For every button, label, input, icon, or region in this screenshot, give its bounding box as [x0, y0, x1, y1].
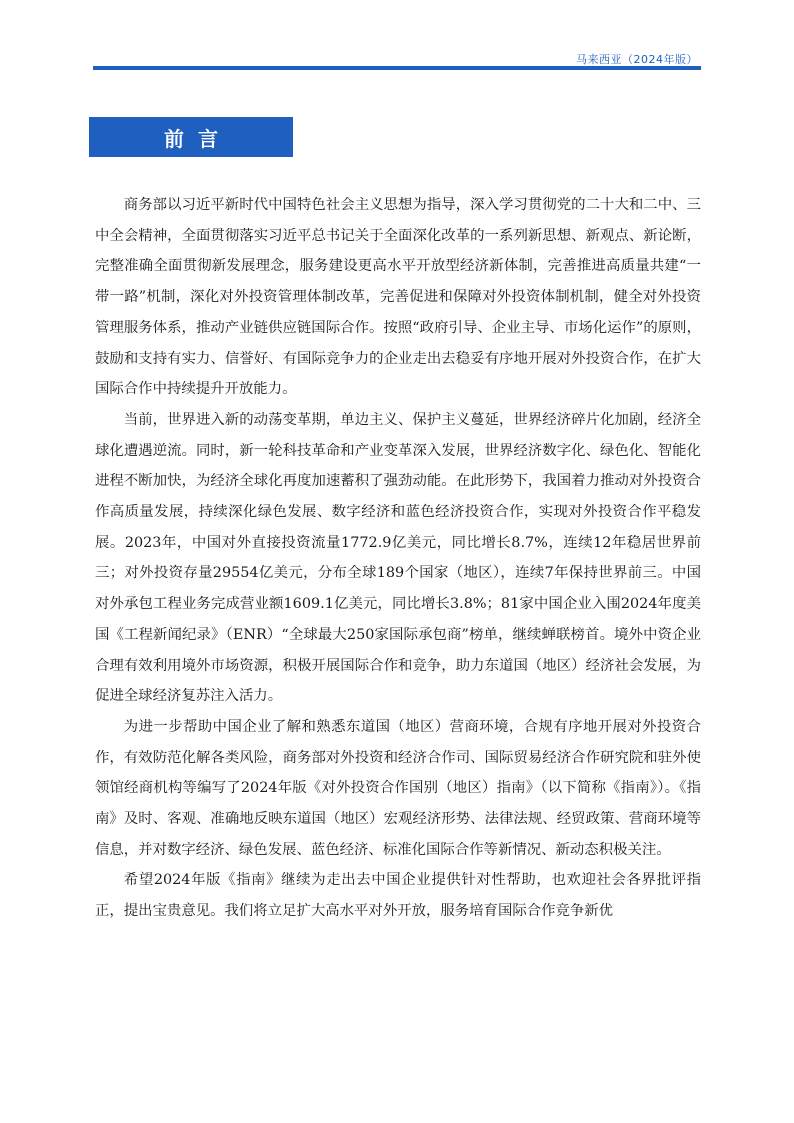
- running-header: 马来西亚（2024年版）: [576, 53, 698, 66]
- paragraph: 当前，世界进入新的动荡变革期，单边主义、保护主义蔓延，世界经济碎片化加剧，经济全球化遭遇逆流。同时，新一轮科技革命和产业变革深入发展，世界经济数字化、绿色化、智能化进程不断加快，为经济全球化再度加速蓄积了强劲动能。在此形势下，我国着力推动对外投资合作高质量发展，持续深化绿色发展、数字经济和蓝色经济投资合作，实现对外投资合作平稳发展。2023年，中国对外直接投资流量1772.9亿美元，同比增长8.7%，连续12年稳居世界前三；对外投资存量29554亿美元，分布全球189个国家（地区），连续7年保持世界前三。中国对外承包工程业务完成营业额1609.1亿美元，同比增长3.8%；81家中国企业入围2024年度美国《工程新闻纪录》（ENR）“全球最大250家国际承包商”榜单，继续蝉联榜首。境外中资企业合理有效利用境外市场资源，积极开展国际合作和竞争，助力东道国（地区）经济社会发展，为促进全球经济复苏注入活力。: [95, 411, 701, 705]
- paragraph: 商务部以习近平新时代中国特色社会主义思想为指导，深入学习贯彻党的二十大和二中、三中全会精神，全面贯彻落实习近平总书记关于全面深化改革的一系列新思想、新观点、新论断，完整准确全面贯彻新发展理念，服务建设更高水平开放型经济新体制，完善推进高质量共建“一带一路”机制，深化对外投资管理体制改革，完善促进和保障对外投资体制机制，健全对外投资管理服务体系，推动产业链供应链国际合作。按照“政府引导、企业主导、市场化运作”的原则，鼓励和支持有实力、信誉好、有国际竞争力的企业走出去稳妥有序地开展对外投资合作，在扩大国际合作中持续提升开放能力。: [95, 197, 701, 398]
- paragraph: 为进一步帮助中国企业了解和熟悉东道国（地区）营商环境，合规有序地开展对外投资合作，有效防范化解各类风险，商务部对外投资和经济合作司、国际贸易经济合作研究院和驻外使领馆经商机构等编写了2024年版《对外投资合作国别（地区）指南》（以下简称《指南》）。《指南》及时、客观、准确地反映东道国（地区）宏观经济形势、法律法规、经贸政策、营商环境等信息，并对数字经济、绿色发展、蓝色经济、标准化国际合作等新情况、新动态积极关注。: [95, 718, 701, 858]
- section-title-box: [89, 117, 293, 157]
- header-rule: [93, 66, 701, 70]
- section-title: 前言: [164, 126, 232, 151]
- paragraph: 希望2024年版《指南》继续为走出去中国企业提供针对性帮助，也欢迎社会各界批评指正，提出宝贵意见。我们将立足扩大高水平对外开放，服务培育国际合作竞争新优: [95, 872, 701, 920]
- body-text: [95, 190, 701, 927]
